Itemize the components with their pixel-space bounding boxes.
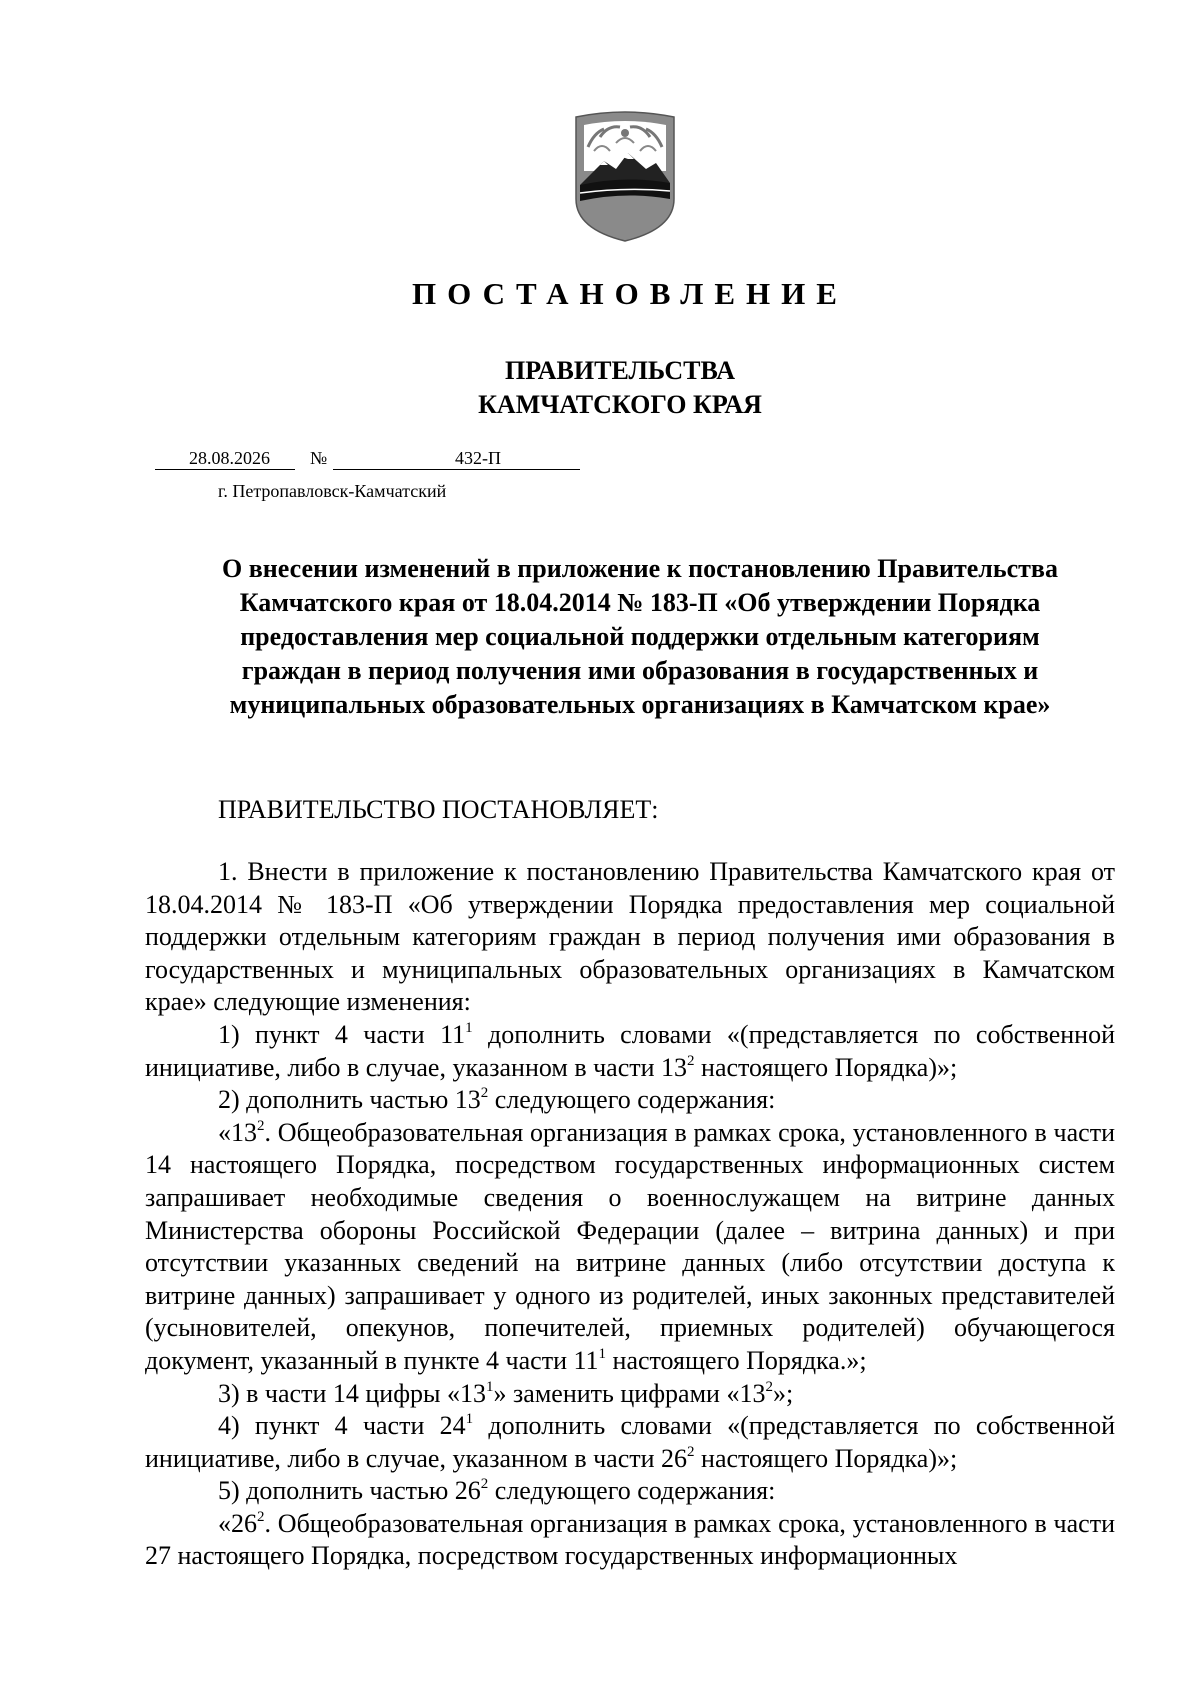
paragraph-part-26-2: «$26^2$. Общеобразовательная организация в рамках срока, установленного в части 27 настоящего Порядка, посредством государственных информационных: [145, 1508, 1115, 1571]
document-body: [145, 856, 1115, 1573]
document-number: 432-П: [455, 448, 501, 468]
paragraph-part-13-2: «$13^2$. Общеобразовательная организация в рамках срока, установленного в части 14 настоящего Порядка, посредством государственных информационных систем запрашивает необходимые сведения о военнослужащем на витрине данных Министерства обороны Российской Федерации (далее – витрина данных) и при отсутствии указанных сведений на витрине данных (либо отсутствии доступа к витрине данных) запрашивает у одного из родителей, иных законных представителей (усыновителей, опекунов, попечителей, приемных родителей) обучающегося документ, указанный в пункте 4 части $11^1$ настоящего Порядка.»;: [145, 1117, 1115, 1375]
subject-line: О внесении изменений в приложение к постановлению Правительства: [222, 554, 1058, 583]
subject-line: предоставления мер социальной поддержки отдельным категориям: [240, 622, 1040, 651]
authority-line-1: ПРАВИТЕЛЬСТВА: [505, 356, 735, 385]
paragraph-item-3: 3) в части 14 цифры «$13^1$» заменить цифрами «$13^2$»;: [218, 1378, 794, 1408]
date-number-line: [155, 448, 580, 474]
decree-statement: ПРАВИТЕЛЬСТВО ПОСТАНОВЛЯЕТ:: [218, 795, 659, 824]
paragraph-item-4: 4) пункт 4 части $24^1$ дополнить словами «(представляется по собственной инициативе, либо в случае, указанном в части $26^2$ настоящего Порядка)»;: [145, 1411, 1115, 1473]
document-subject: [130, 552, 1150, 722]
paragraph-item-5: 5) дополнить частью $26^2$ следующего содержания:: [218, 1476, 776, 1506]
subject-line: граждан в период получения ими образования в государственных и: [241, 656, 1039, 685]
date-underline: [155, 469, 295, 470]
authority-line-2: КАМЧАТСКОГО КРАЯ: [478, 390, 762, 419]
subject-line: Камчатского края от 18.04.2014 № 183-П «Об утверждении Порядка: [239, 588, 1041, 617]
document-date: 28.08.2026: [189, 448, 270, 468]
paragraph-1: 1. Внести в приложение к постановлению Правительства Камчатского края от 18.04.2014 № 183-П «Об утверждении Порядка предоставления мер социальной поддержки отдельным категориям граждан в период получения ими образования в государственных и муниципальных образовательных организациях в Камчатском крае» следующие изменения:: [145, 857, 1115, 1017]
document-type-title: ПОСТАНОВЛЕНИЕ: [412, 276, 848, 311]
subject-line: муниципальных образовательных организациях в Камчатском крае»: [229, 690, 1051, 719]
issuing-authority: [0, 354, 1200, 422]
number-underline: [333, 469, 580, 470]
city-name: г. Петропавловск-Камчатский: [218, 481, 447, 501]
paragraph-item-1: 1) пункт 4 части $11^1$ дополнить словами «(представляется по собственной инициативе, либо в случае, указанном в части $13^2$ настоящего Порядка)»;: [145, 1019, 1115, 1082]
number-sign: №: [310, 448, 328, 468]
paragraph-item-2: 2) дополнить частью $13^2$ следующего содержания:: [218, 1085, 776, 1115]
kamchatka-coat-of-arms-emblem: [570, 107, 680, 243]
